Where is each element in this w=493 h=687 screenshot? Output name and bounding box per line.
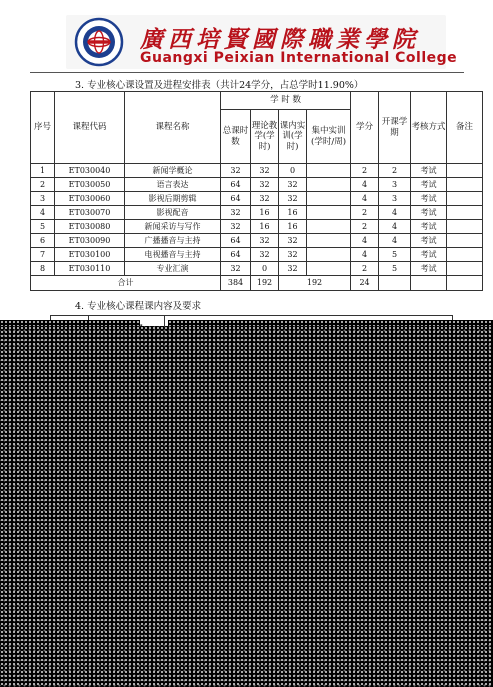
cell-theory: 32 [251, 164, 279, 178]
cell-intensive [307, 178, 351, 192]
noise-overlay [0, 326, 493, 687]
cell-intensive [307, 206, 351, 220]
table-row [31, 262, 483, 276]
cell-semester: 3 [379, 192, 411, 206]
cell-intensive [307, 220, 351, 234]
cell-code: ET030070 [55, 206, 125, 220]
cell-exam: 考试 [411, 248, 447, 262]
cell-lab: 0 [279, 164, 307, 178]
cell-name: 广播播音与主持 [125, 234, 221, 248]
cell-semester: 3 [379, 178, 411, 192]
col-seq: 序号 [31, 92, 55, 164]
cell-seq: 2 [31, 178, 55, 192]
total-hours: 384 [221, 276, 251, 291]
cell-exam: 考试 [411, 234, 447, 248]
college-seal-logo [74, 17, 124, 67]
cell-exam: 考试 [411, 220, 447, 234]
cell-code: ET030080 [55, 220, 125, 234]
cell-total: 64 [221, 248, 251, 262]
cell-semester: 4 [379, 206, 411, 220]
cell-name: 专业汇演 [125, 262, 221, 276]
cell-seq: 5 [31, 220, 55, 234]
cell-code: ET030110 [55, 262, 125, 276]
cell-lab: 32 [279, 234, 307, 248]
table-row [31, 248, 483, 262]
cell-theory: 32 [251, 192, 279, 206]
cell-credit: 2 [351, 262, 379, 276]
cell-name: 影视后期剪辑 [125, 192, 221, 206]
cell-exam: 考试 [411, 206, 447, 220]
total-practice: 192 [279, 276, 351, 291]
col-intensive-hours: 集中实训(学时/周) [307, 110, 351, 164]
cell-exam: 考试 [411, 164, 447, 178]
col-code: 课程代码 [55, 92, 125, 164]
cell-note [447, 234, 483, 248]
cell-theory: 32 [251, 248, 279, 262]
cell-code: ET030060 [55, 192, 125, 206]
table-row [31, 220, 483, 234]
cell-total: 32 [221, 262, 251, 276]
header-divider [30, 72, 464, 73]
table-row [31, 234, 483, 248]
cell-name: 电视播音与主持 [125, 248, 221, 262]
cell-theory: 16 [251, 220, 279, 234]
cell-seq: 7 [31, 248, 55, 262]
cell-name: 语言表达 [125, 178, 221, 192]
cell-lab: 32 [279, 178, 307, 192]
cell-theory: 16 [251, 206, 279, 220]
col-name: 课程名称 [125, 92, 221, 164]
college-name-en: Guangxi Peixian International College [140, 50, 458, 66]
cell-theory: 32 [251, 234, 279, 248]
cell-seq: 1 [31, 164, 55, 178]
cell-note [447, 220, 483, 234]
table-row [31, 178, 483, 192]
col-theory-hours: 理论教学(学时) [251, 110, 279, 164]
cell-intensive [307, 234, 351, 248]
cell-theory: 32 [251, 178, 279, 192]
cell-semester: 5 [379, 262, 411, 276]
total-empty-1 [379, 276, 411, 291]
cell-exam: 考试 [411, 192, 447, 206]
cell-intensive [307, 164, 351, 178]
cell-note [447, 262, 483, 276]
table-row [31, 164, 483, 178]
total-credit: 24 [351, 276, 379, 291]
col-note: 备注 [447, 92, 483, 164]
total-empty-2 [411, 276, 447, 291]
cell-credit: 4 [351, 192, 379, 206]
cell-credit: 4 [351, 234, 379, 248]
cell-name: 影视配音 [125, 206, 221, 220]
cell-total: 32 [221, 206, 251, 220]
college-name-cn: 廣西培賢國際職業學院 [140, 26, 420, 53]
cell-total: 32 [221, 220, 251, 234]
cell-note [447, 178, 483, 192]
table-row [31, 192, 483, 206]
cell-code: ET030050 [55, 178, 125, 192]
cell-total: 64 [221, 192, 251, 206]
cell-name: 新闻采访与写作 [125, 220, 221, 234]
cell-lab: 16 [279, 220, 307, 234]
col-semester: 开课学期 [379, 92, 411, 164]
cell-lab: 16 [279, 206, 307, 220]
cell-note [447, 248, 483, 262]
cell-note [447, 192, 483, 206]
cell-credit: 2 [351, 220, 379, 234]
col-lab-hours: 课内实训(学时) [279, 110, 307, 164]
col-credit: 学分 [351, 92, 379, 164]
col-exam: 考核方式 [411, 92, 447, 164]
total-empty-3 [447, 276, 483, 291]
cell-credit: 2 [351, 164, 379, 178]
col-total-hours: 总课时数 [221, 110, 251, 164]
cell-note [447, 206, 483, 220]
section3-title: 3. 专业核心课设置及进程安排表（共计24学分，占总学时11.90%） [75, 80, 364, 91]
total-label: 合计 [31, 276, 221, 291]
cell-semester: 4 [379, 234, 411, 248]
cell-lab: 32 [279, 262, 307, 276]
cell-seq: 6 [31, 234, 55, 248]
cell-total: 64 [221, 178, 251, 192]
cell-seq: 8 [31, 262, 55, 276]
cell-code: ET030090 [55, 234, 125, 248]
total-theory: 192 [251, 276, 279, 291]
cell-total: 32 [221, 164, 251, 178]
cell-code: ET030100 [55, 248, 125, 262]
cell-code: ET030040 [55, 164, 125, 178]
cell-semester: 5 [379, 248, 411, 262]
cell-credit: 4 [351, 248, 379, 262]
cell-note [447, 164, 483, 178]
core-course-schedule-table [30, 91, 483, 291]
cell-intensive [307, 262, 351, 276]
cell-lab: 32 [279, 192, 307, 206]
cell-exam: 考试 [411, 262, 447, 276]
cell-name: 新闻学概论 [125, 164, 221, 178]
table-row [31, 206, 483, 220]
cell-seq: 3 [31, 192, 55, 206]
cell-theory: 0 [251, 262, 279, 276]
section4-title: 4. 专业核心课程课内容及要求 [75, 301, 202, 312]
cell-credit: 4 [351, 178, 379, 192]
cell-seq: 4 [31, 206, 55, 220]
cell-lab: 32 [279, 248, 307, 262]
col-hours-group: 学 时 数 [221, 92, 351, 110]
cell-intensive [307, 192, 351, 206]
college-header [66, 15, 458, 69]
cell-semester: 4 [379, 220, 411, 234]
cell-exam: 考试 [411, 178, 447, 192]
cell-total: 64 [221, 234, 251, 248]
cell-credit: 2 [351, 206, 379, 220]
cell-intensive [307, 248, 351, 262]
cell-semester: 2 [379, 164, 411, 178]
